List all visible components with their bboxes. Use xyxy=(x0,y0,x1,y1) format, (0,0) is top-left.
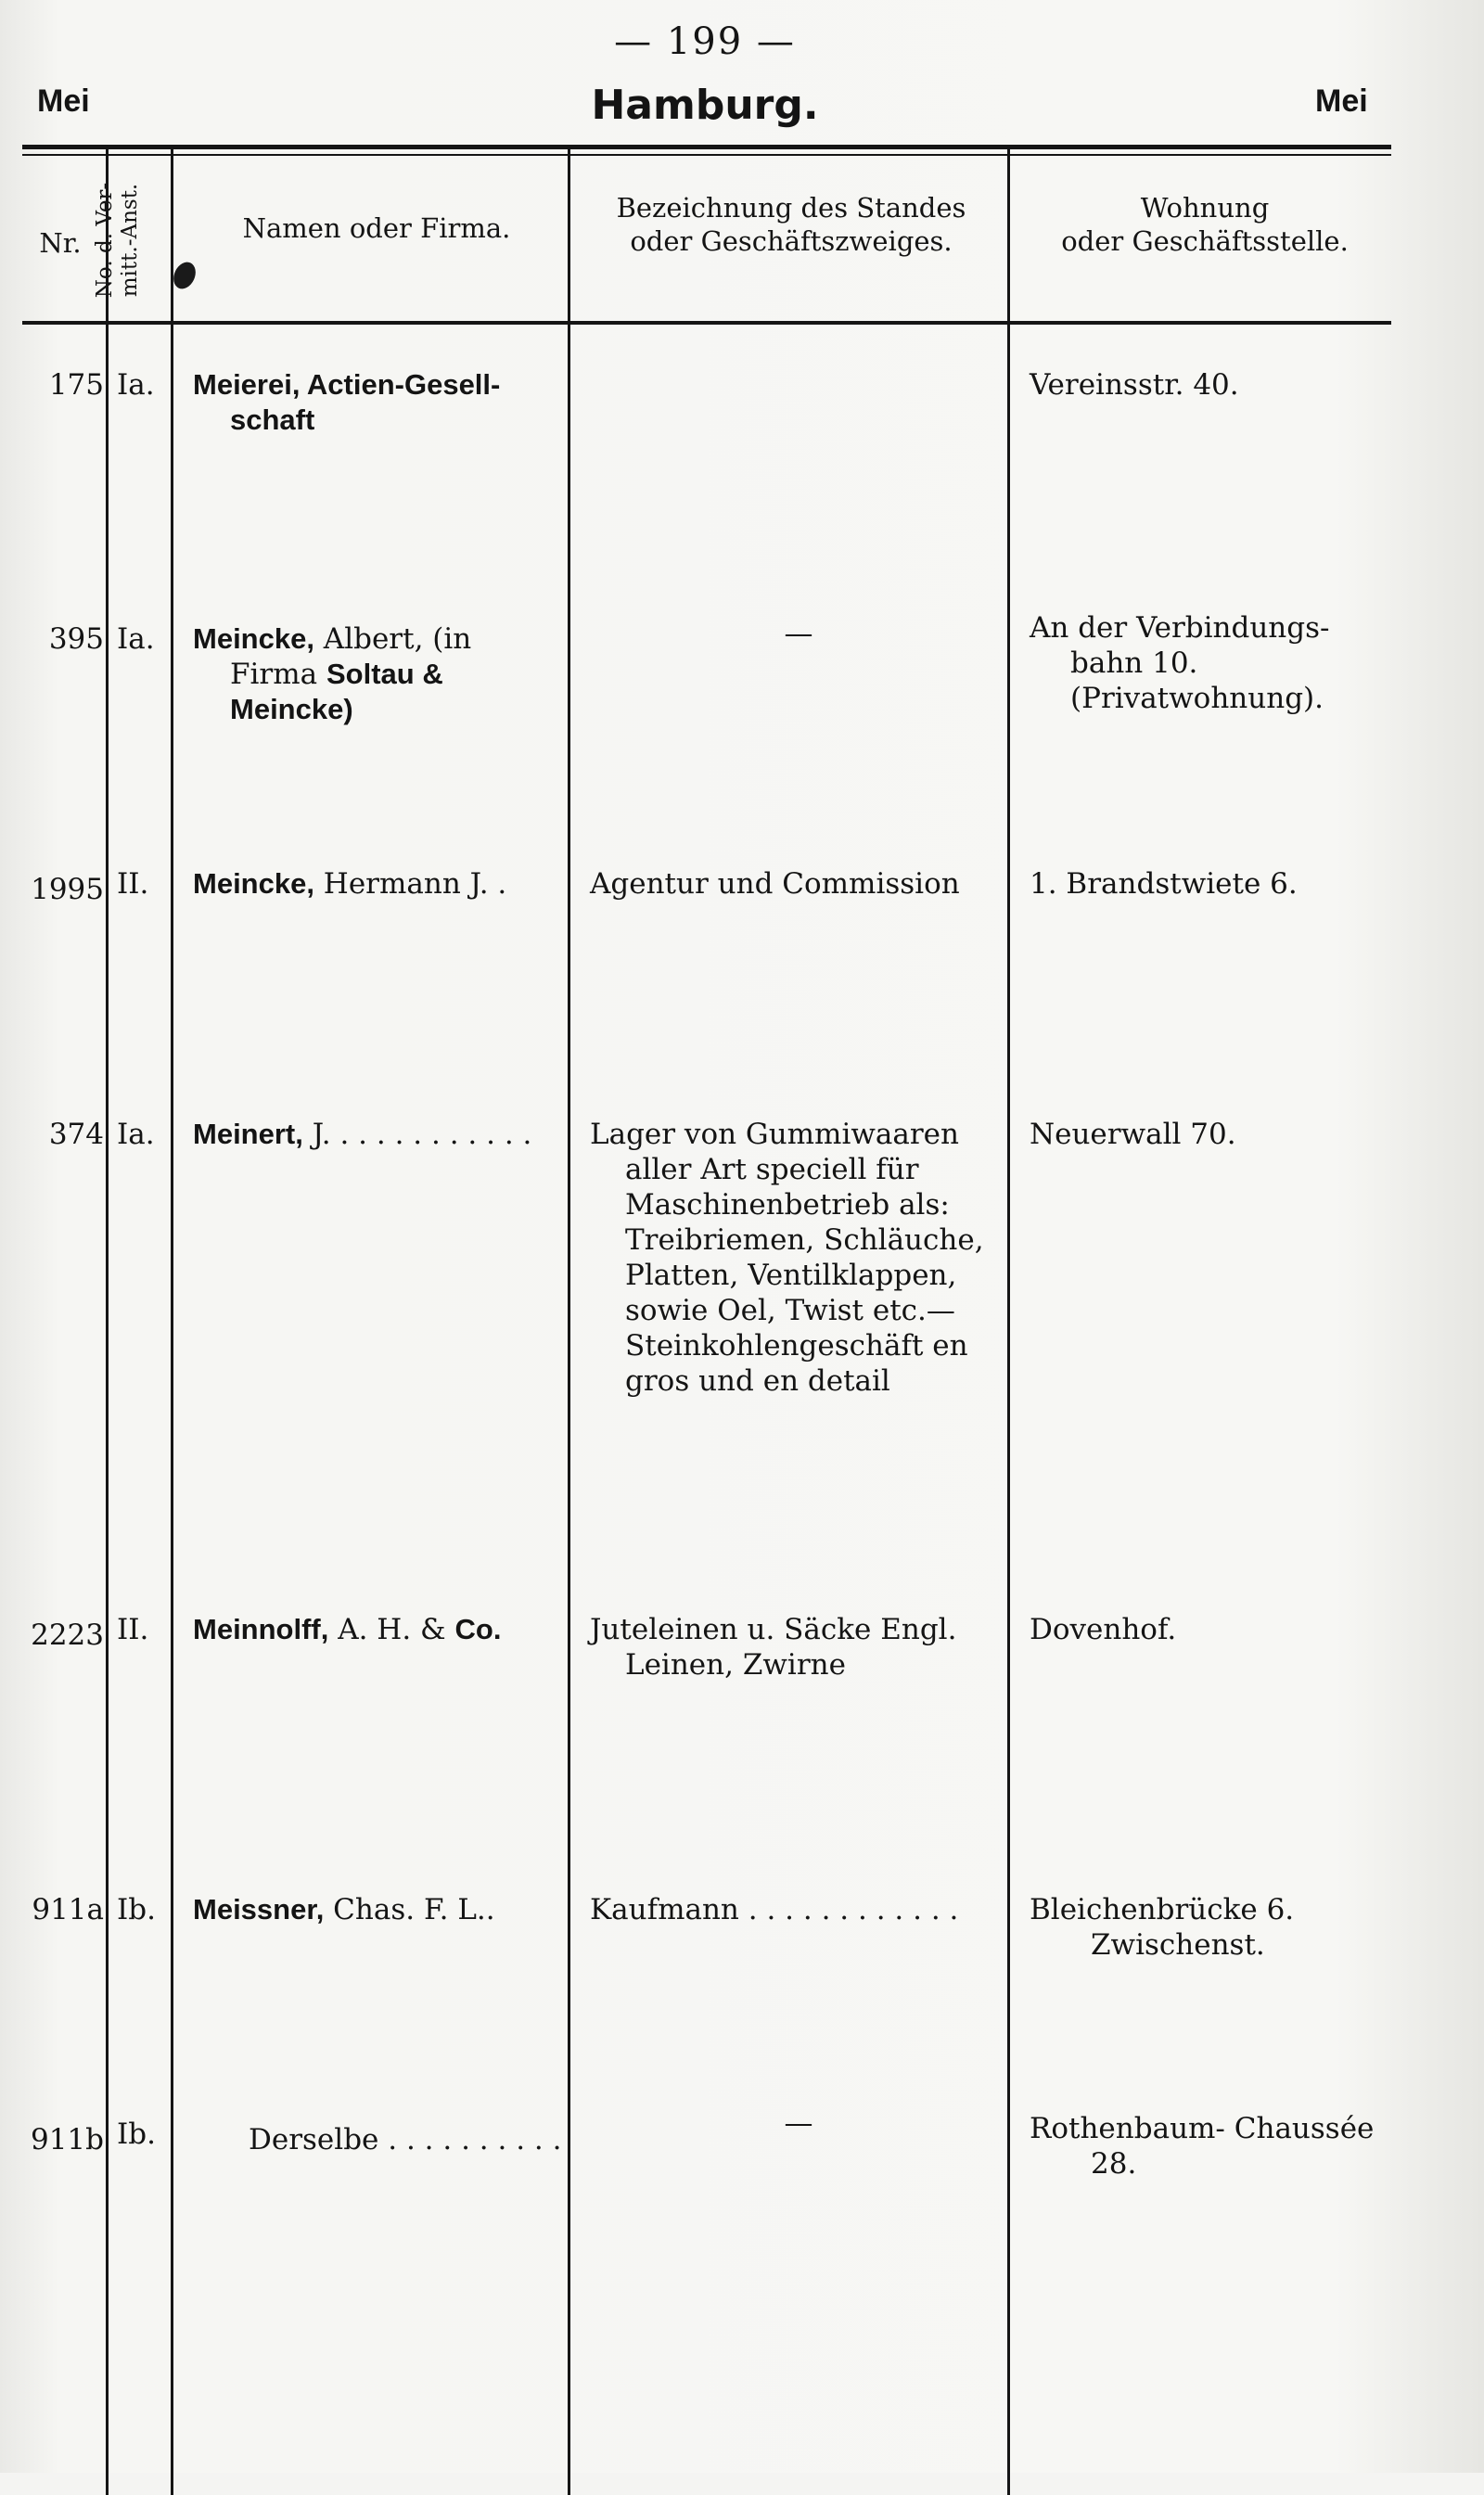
col-header-agency-l2: mitt.-Anst. xyxy=(118,183,142,298)
city-heading: Hamburg. xyxy=(591,82,819,129)
col-header-trade xyxy=(575,191,1007,258)
entry-trade-line: Treibriemen, Schläuche, xyxy=(625,1223,984,1257)
entry-name xyxy=(193,621,564,727)
entry-name-bold: Meissner, xyxy=(193,1893,325,1926)
entry-address-l3: (Privatwohnung). xyxy=(1070,682,1324,715)
entry-nr: 2223 xyxy=(31,1619,104,1652)
col-header-trade-l1: Bezeichnung des Standes xyxy=(616,192,966,224)
entry-name-bold: Meincke, xyxy=(193,867,314,900)
entry-name-plain: Firma xyxy=(230,658,326,691)
entry-address xyxy=(1030,2111,1401,2182)
entry-name-rest: Hermann J. . xyxy=(313,867,507,901)
entry-address-l2: 28. xyxy=(1091,2147,1137,2181)
entry-address-l1: An der Verbindungs- xyxy=(1030,611,1330,645)
entry-class: Ia. xyxy=(117,368,155,402)
entry-address-l1: Rothenbaum- Chaussée xyxy=(1030,2112,1375,2145)
entry-name-rest: J. . . . . . . . . . . . xyxy=(302,1118,532,1151)
entry-nr: 175 xyxy=(48,368,104,402)
running-head-left: Mei xyxy=(37,83,90,119)
entry-class: Ia. xyxy=(117,1118,155,1151)
col-header-agency-l1: No. d. Ver- xyxy=(93,182,117,299)
running-head-right: Mei xyxy=(1315,83,1368,119)
entry-name-bold-cont: schaft xyxy=(230,403,315,436)
ink-blot xyxy=(170,259,200,292)
col-header-address-l1: Wohnung xyxy=(1140,192,1270,224)
entry-address-l1: Bleichenbrücke 6. xyxy=(1030,1893,1295,1926)
entry-nr: 1995 xyxy=(31,873,104,906)
entry-trade xyxy=(590,1612,1007,1683)
entry-trade-cont xyxy=(590,1152,1007,1399)
entry-name-bold: Meincke, xyxy=(193,622,314,655)
entry-name-rest: A. H. & xyxy=(328,1613,455,1646)
entry-name xyxy=(193,1892,564,1927)
entry-name-plain: Derselbe . . . . . . . . . . xyxy=(249,2123,562,2156)
entry-name-rest: Chas. F. L.. xyxy=(324,1893,495,1926)
page-number: — 199 — xyxy=(614,20,796,63)
entry-name xyxy=(193,367,564,438)
entry-address: 1. Brandstwiete 6. xyxy=(1030,867,1298,901)
entry-trade: Kaufmann . . . . . . . . . . . . xyxy=(590,1893,959,1926)
entry-trade: — xyxy=(784,617,813,650)
entry-class: Ib. xyxy=(117,2118,156,2151)
col-header-nr: Nr. xyxy=(39,227,82,259)
entry-trade: — xyxy=(784,2106,813,2140)
entry-nr: 395 xyxy=(48,622,104,656)
entry-trade-l2: Leinen, Zwirne xyxy=(625,1648,846,1682)
entry-name-bold-firm-cont: Meincke) xyxy=(230,693,353,725)
entry-trade xyxy=(590,1117,1007,1399)
entry-name-bold: Meinnolff, xyxy=(193,1613,329,1645)
entry-name-bold: Meinert, xyxy=(193,1118,303,1150)
entry-class: II. xyxy=(117,867,149,901)
entry-nr: 911b xyxy=(30,2123,104,2156)
entry-trade-line: aller Art speciell für xyxy=(625,1153,919,1186)
entry-name xyxy=(193,1612,564,1647)
entry-address xyxy=(1030,610,1401,716)
col-divider-nr xyxy=(106,148,109,2495)
entry-address: Vereinsstr. 40. xyxy=(1030,368,1239,402)
top-rule-thin xyxy=(22,154,1391,156)
entry-name xyxy=(193,1117,564,1152)
entry-trade-l1: Lager von Gummiwaaren xyxy=(590,1118,959,1151)
col-header-address-l2: oder Geschäftsstelle. xyxy=(1061,225,1349,257)
entry-trade-line: sowie Oel, Twist etc.— xyxy=(625,1294,955,1327)
entry-trade-line: Maschinenbetrieb als: xyxy=(625,1188,950,1222)
col-header-agency xyxy=(93,161,167,319)
entry-name-bold: Meierei, Actien-Gesell- xyxy=(193,368,501,401)
entry-name-rest: Albert, (in xyxy=(313,622,472,656)
entry-name-bold-firm: Soltau & xyxy=(326,658,443,690)
entry-address: Neuerwall 70. xyxy=(1030,1118,1236,1151)
col-header-trade-l2: oder Geschäftszweiges. xyxy=(630,225,953,257)
entry-address-l2: Zwischenst. xyxy=(1091,1928,1265,1962)
entry-class: Ia. xyxy=(117,622,155,656)
entry-trade-l1: Juteleinen u. Säcke Engl. xyxy=(590,1613,957,1646)
header-bottom-rule xyxy=(22,321,1391,325)
entry-address-l2: bahn 10. xyxy=(1070,646,1198,680)
entry-trade-line: Steinkohlengeschäft en xyxy=(625,1329,968,1363)
col-divider-trade xyxy=(1007,148,1010,2495)
entry-nr: 911a xyxy=(32,1893,104,1926)
entry-nr: 374 xyxy=(48,1118,104,1151)
entry-trade-line: Platten, Ventilklappen, xyxy=(625,1259,957,1292)
entry-class: Ib. xyxy=(117,1893,156,1926)
entry-address xyxy=(1030,1892,1401,1963)
entry-name-bold-tail: Co. xyxy=(454,1613,502,1645)
entry-address: Dovenhof. xyxy=(1030,1613,1177,1646)
entry-class: II. xyxy=(117,1613,149,1646)
col-header-name: Namen oder Firma. xyxy=(242,212,511,244)
col-header-address xyxy=(1015,191,1395,258)
entry-trade: Agentur und Commission xyxy=(590,867,960,901)
entry-trade-line: gros und en detail xyxy=(625,1364,890,1398)
entry-name xyxy=(193,2122,620,2157)
top-rule-thick xyxy=(22,145,1391,149)
entry-name xyxy=(193,866,564,902)
